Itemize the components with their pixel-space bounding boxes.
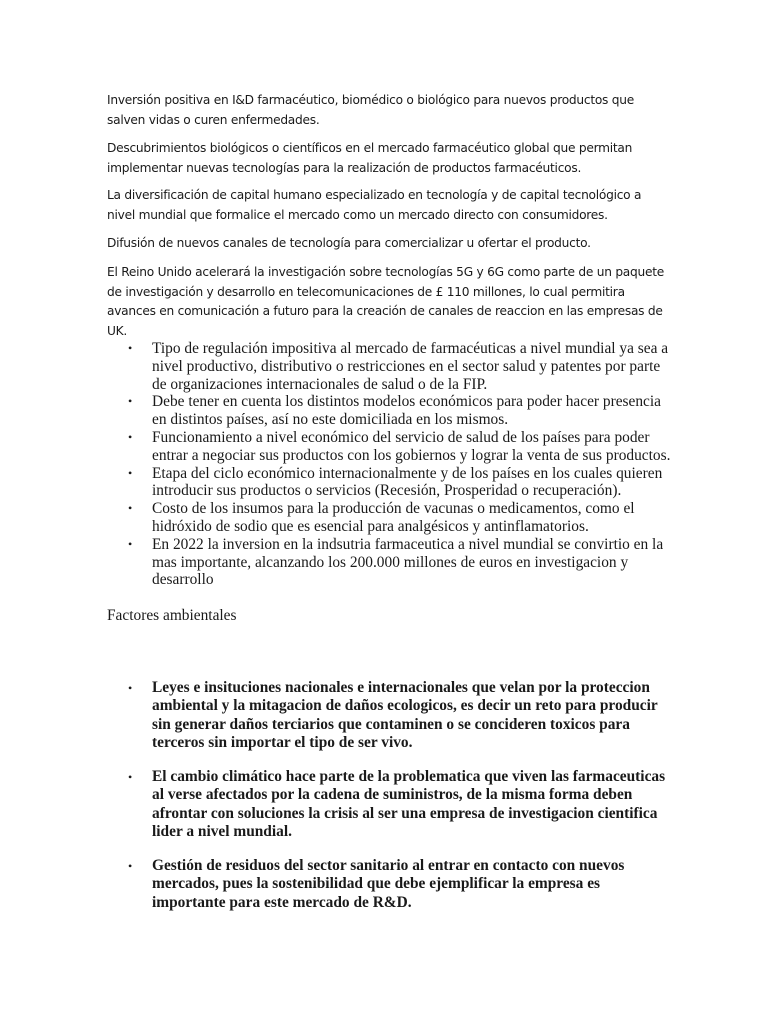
list-item [107,679,667,753]
list-item [107,500,675,536]
list-item-text: Tipo de regulación impositiva al mercado de farmacéuticas a nivel mundial ya sea a nivel productivo, distributivo o restricciones en el sector salud y patentes por parte de organizaciones internacionales de salud o de la FIP. [152,340,669,393]
list-item [107,857,667,912]
list-item-text: Etapa del ciclo económico internacionalmente y de los países en los cuales quieren introducir sus productos o servicios (Recesión, Prosperidad o recuperación). [152,464,663,500]
list-item-text: Costo de los insumos para la producción de vacunas o medicamentos, como el hidróxido de sodio que es esencial para analgésicos y antinflamatorios. [152,500,635,535]
list-item [107,340,675,393]
paragraph-reino-unido: El Reino Unido acelerará la investigación sobre tecnologías 5G y 6G como parte de un paquete de investigación y desarrollo en telecomunicaciones de £ 110 millones, lo cual permitira avances en comunicación a futuro para la creación de canales de reaccion en las empresas de UK. [107,265,665,338]
bullet-icon: • [128,341,133,355]
list-item [107,536,675,589]
list-item-text: Gestión de residuos del sector sanitario al entrar en contacto con nuevos mercados, pues la sostenibilidad que debe ejemplificar la empresa es importante para este mercado de R&D. [152,857,625,911]
paragraph-difusion: Difusión de nuevos canales de tecnología para comercializar u ofertar el producto. [107,236,591,250]
list-item-text: Funcionamiento a nivel económico del servicio de salud de los países para poder entrar a negociar sus productos con los gobiernos y lograr la venta de sus productos. [152,428,671,464]
paragraph-descubrimientos: Descubrimientos biológicos o científicos en el mercado farmacéutico global que permitan implementar nuevas tecnologías para la realización de productos farmacéuticos. [107,141,633,175]
bullet-icon: • [128,429,133,444]
section-heading: Factores ambientales [107,607,237,624]
list-item [107,393,675,429]
bullet-icon: • [128,681,133,695]
environmental-factor-list-3 [107,857,667,912]
list-item [107,429,675,465]
bullet-icon: • [128,465,133,480]
paragraph-inversion: Inversión positiva en I&D farmacéutico, biomédico o biológico para nuevos productos que salven vidas o curen enfermedades. [107,93,634,127]
bullet-icon: • [128,536,133,551]
bullet-icon: • [128,501,133,516]
list-item-text: En 2022 la inversion en la indsutria farmaceutica a nivel mundial se convirtio en la mas importante, alcanzando los 200.000 millones de euros en investigacion y desarrollo [152,535,664,589]
environmental-factor-list-2 [107,768,667,842]
environmental-factor-list-1 [107,679,667,753]
list-item [107,768,667,842]
list-item-text: Leyes e insituciones nacionales e internacionales que velan por la proteccion ambiental y la mitagacion de daños ecologicos, es decir un reto para producir sin generar daños terciarios que contaminen o se concideren toxicos para terceros sin importar el tipo de ser vivo. [152,679,658,752]
list-item-text: Debe tener en cuenta los distintos modelos económicos para poder hacer presencia en distintos países, así no este domiciliada en los mismos. [152,393,661,429]
economic-factors-list [107,340,675,589]
list-item [107,465,675,501]
list-item-text: El cambio climático hace parte de la problematica que viven las farmaceuticas al verse afectados por la cadena de suministros, de la misma forma deben afrontar con soluciones la crisis al ser una empresa de investigacion cientifica lider a nivel mundial. [152,768,666,841]
bullet-icon: • [128,770,133,784]
paragraph-diversificacion: La diversificación de capital humano especializado en tecnología y de capital tecnológico a nivel mundial que formalice el mercado como un mercado directo con consumidores. [107,188,642,222]
bullet-icon: • [128,394,133,409]
bullet-icon: • [128,859,133,873]
